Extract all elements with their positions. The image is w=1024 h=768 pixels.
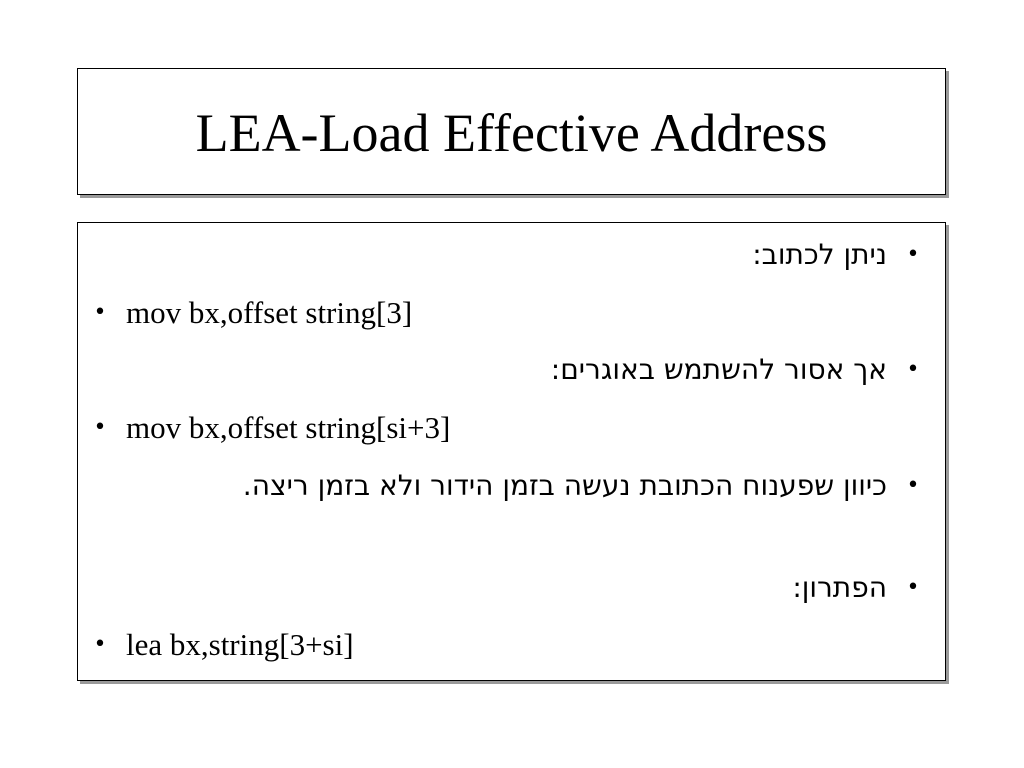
bullet-item	[88, 625, 354, 665]
bullet-dot-icon: •	[906, 357, 920, 382]
bullet-item	[88, 408, 450, 448]
bullet-item	[88, 293, 412, 333]
bullet-text: mov bx,offset string[3]	[126, 295, 413, 330]
slide-title: LEA-Load Effective Address	[195, 102, 828, 163]
bullet-text: הפתרון:	[792, 571, 887, 604]
bullet-dot-icon: •	[93, 632, 107, 657]
bullet-dot-icon: •	[906, 473, 920, 498]
bullet-text: lea bx,string[3+si]	[126, 627, 354, 662]
bullet-text: mov bx,offset string[si+3]	[126, 410, 451, 445]
bullet-dot-icon: •	[906, 242, 920, 267]
bullet-item	[551, 350, 925, 390]
bullet-text: ניתן לכתוב:	[752, 238, 887, 271]
bullet-text: כיוון שפענוח הכתובת נעשה בזמן הידור ולא בזמן ריצה.	[242, 469, 887, 502]
bullet-item	[752, 235, 925, 275]
bullet-item	[792, 568, 925, 608]
bullet-dot-icon: •	[93, 415, 107, 440]
bullet-dot-icon: •	[906, 575, 920, 600]
title-box	[77, 68, 946, 195]
content-box	[77, 222, 946, 681]
bullet-dot-icon: •	[93, 300, 107, 325]
bullet-item	[243, 466, 925, 506]
bullet-text: אך אסור להשתמש באוגרים:	[550, 353, 887, 386]
